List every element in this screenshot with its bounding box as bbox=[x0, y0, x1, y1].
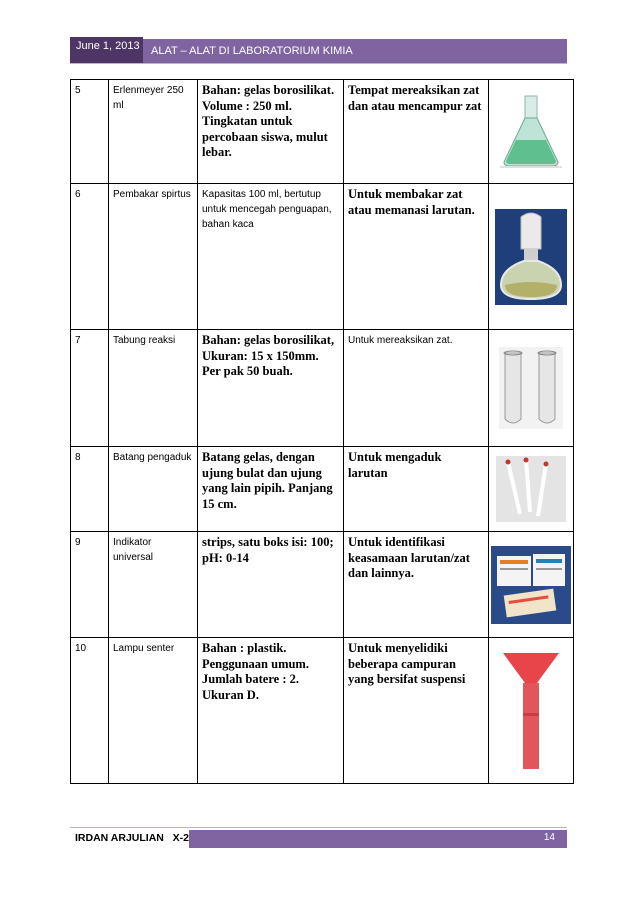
tool-use: Untuk mereaksikan zat. bbox=[344, 330, 489, 447]
tool-use: Tempat mereaksikan zat dan atau mencampur zat bbox=[344, 80, 489, 184]
spirit-burner-icon bbox=[495, 209, 567, 305]
tool-spec: Bahan: gelas borosilikat, Ukuran: 15 x 150mm. Per pak 50 buah. bbox=[198, 330, 344, 447]
table-row bbox=[71, 330, 574, 447]
tool-spec: Bahan : plastik. Penggunaan umum. Jumlah batere : 2. Ukuran D. bbox=[198, 638, 344, 784]
tool-use: Untuk mengaduk larutan bbox=[344, 447, 489, 532]
row-number: 6 bbox=[71, 184, 109, 330]
tool-spec: Kapasitas 100 ml, bertutup untuk mencegah penguapan, bahan kaca bbox=[198, 184, 344, 330]
tool-name: Pembakar spirtus bbox=[109, 184, 198, 330]
tool-spec: strips, satu boks isi: 100; pH: 0-14 bbox=[198, 532, 344, 638]
tool-spec: Bahan: gelas borosilikat. Volume : 250 ml. Tingkatan untuk percobaan siswa, mulut lebar. bbox=[198, 80, 344, 184]
erlenmeyer-flask-icon bbox=[496, 94, 566, 169]
tool-use: Untuk identifikasi keasamaan larutan/zat dan lainnya. bbox=[344, 532, 489, 638]
tool-image bbox=[489, 638, 574, 784]
author-name: IRDAN ARJULIAN bbox=[75, 832, 164, 844]
tool-image bbox=[489, 447, 574, 532]
tool-image bbox=[489, 184, 574, 330]
tool-use: Untuk menyelidiki beberapa campuran yang bersifat suspensi bbox=[344, 638, 489, 784]
footer-page-bar bbox=[189, 830, 567, 848]
header-divider bbox=[70, 63, 567, 64]
tool-name: Batang pengaduk bbox=[109, 447, 198, 532]
table-row bbox=[71, 80, 574, 184]
row-number: 9 bbox=[71, 532, 109, 638]
footer-divider bbox=[70, 827, 567, 828]
flashlight-icon bbox=[499, 649, 563, 773]
tool-image bbox=[489, 532, 574, 638]
row-number: 8 bbox=[71, 447, 109, 532]
tool-image bbox=[489, 80, 574, 184]
tool-use: Untuk membakar zat atau memanasi larutan. bbox=[344, 184, 489, 330]
table-row bbox=[71, 638, 574, 784]
row-number: 7 bbox=[71, 330, 109, 447]
tool-name: Lampu senter bbox=[109, 638, 198, 784]
header-date: June 1, 2013 bbox=[70, 37, 143, 63]
page-number: 14 bbox=[543, 832, 555, 843]
tool-spec: Batang gelas, dengan ujung bulat dan ujung yang lain pipih. Panjang 15 cm. bbox=[198, 447, 344, 532]
table-row bbox=[71, 447, 574, 532]
test-tube-icon bbox=[499, 347, 563, 429]
footer-author bbox=[75, 830, 189, 846]
table-row bbox=[71, 184, 574, 330]
row-number: 10 bbox=[71, 638, 109, 784]
tool-name: Indikator universal bbox=[109, 532, 198, 638]
indicator-box-icon bbox=[491, 546, 571, 624]
lab-tools-table bbox=[70, 79, 574, 784]
tool-name: Tabung reaksi bbox=[109, 330, 198, 447]
row-number: 5 bbox=[71, 80, 109, 184]
stirring-rod-icon bbox=[496, 456, 566, 522]
table-row bbox=[71, 532, 574, 638]
author-class: X-2 bbox=[172, 832, 189, 844]
tool-image bbox=[489, 330, 574, 447]
tool-name: Erlenmeyer 250 ml bbox=[109, 80, 198, 184]
header-title: ALAT – ALAT DI LABORATORIUM KIMIA bbox=[143, 39, 567, 63]
